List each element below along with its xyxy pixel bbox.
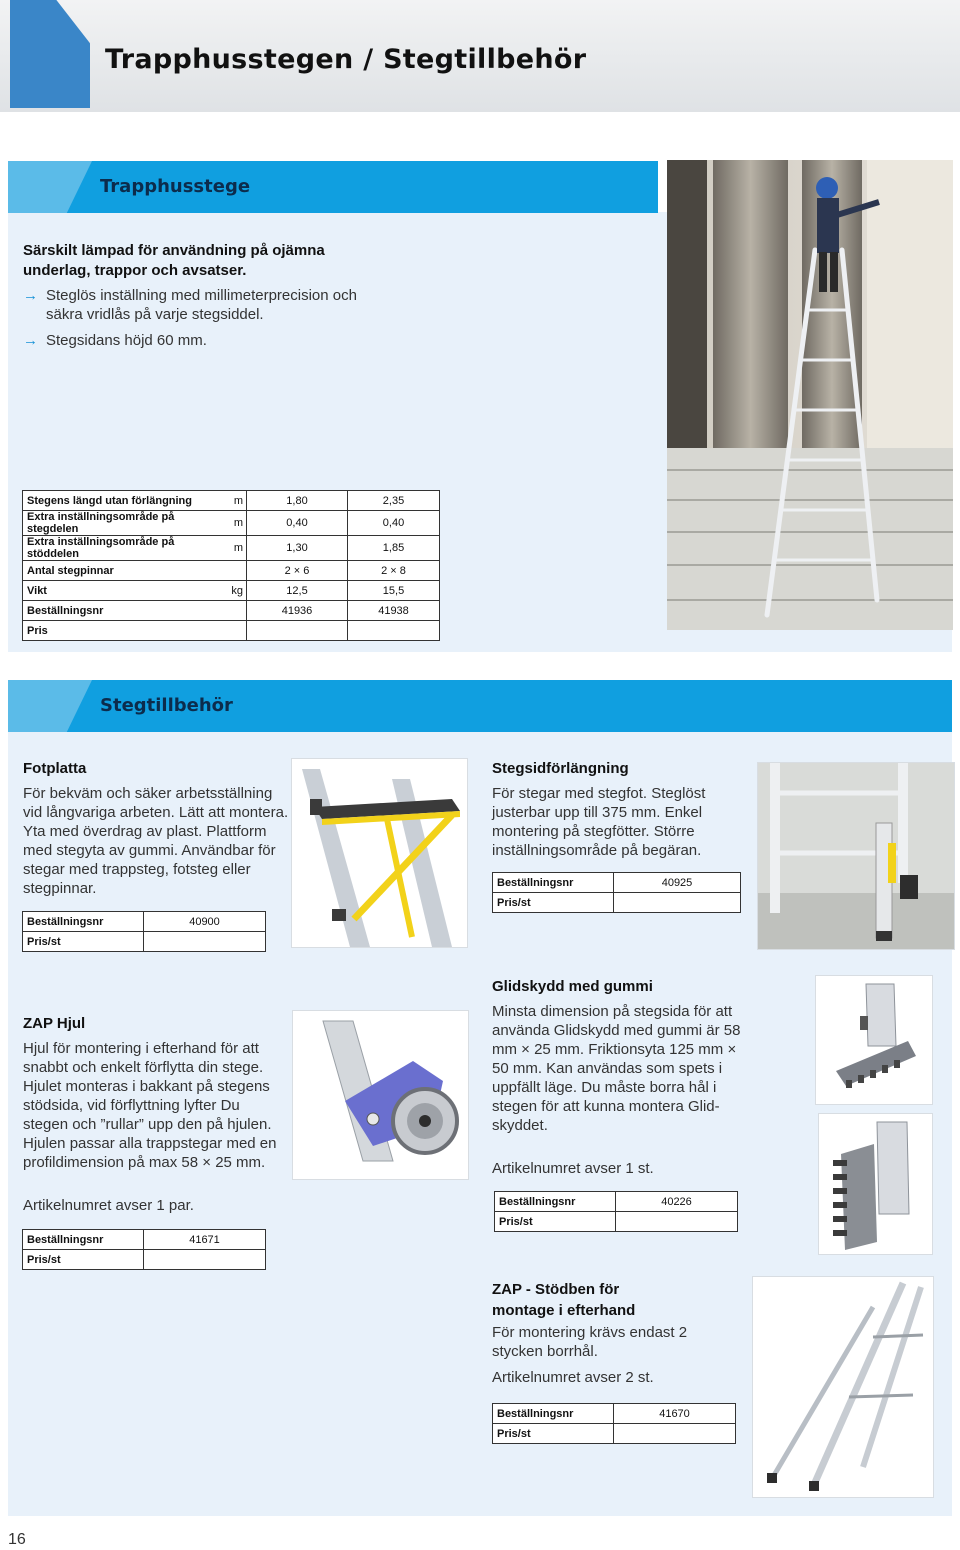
spec-label: Beställningsnr	[23, 601, 222, 621]
spec-unit	[221, 601, 247, 621]
spec-value: 1,80	[247, 491, 348, 511]
bullet-text: Stegsidans höjd 60 mm.	[46, 332, 207, 349]
spec-unit	[221, 621, 247, 641]
arrow-right-icon: →	[23, 287, 38, 304]
section-lead-text: Särskilt lämpad för användning på ojämna underlag, trappor och avsatser.	[23, 242, 325, 279]
table-row	[495, 1212, 738, 1232]
spec-value	[348, 621, 440, 641]
spec-value: 1,30	[247, 536, 348, 561]
spec-label: Extra inställningsområde på stöddelen	[23, 536, 222, 561]
spec-label: Extra inställningsområde på stegdelen	[23, 511, 222, 536]
stegsid-image	[757, 762, 955, 950]
table-row	[23, 621, 440, 641]
glidskydd-illustration	[816, 976, 932, 1104]
section-title: Trapphusstege	[100, 176, 251, 197]
order-label: Beställningsnr	[23, 1230, 144, 1250]
spec-value: 2 × 8	[348, 561, 440, 581]
zapstod-image	[752, 1276, 934, 1498]
spec-label: Antal stegpinnar	[23, 561, 222, 581]
table-row	[23, 1250, 266, 1270]
price-value	[144, 932, 266, 952]
table-row	[23, 581, 440, 601]
table-row	[493, 873, 741, 893]
order-number: 40226	[616, 1192, 738, 1212]
section-title: Stegtillbehör	[100, 695, 233, 716]
table-row	[23, 932, 266, 952]
price-label: Pris/st	[23, 1250, 144, 1270]
spec-unit: m	[221, 536, 247, 561]
spec-table	[22, 490, 440, 641]
spec-value: 41938	[348, 601, 440, 621]
price-value	[614, 1424, 736, 1444]
spec-label: Stegens längd utan förlängning	[23, 491, 222, 511]
spec-value: 1,85	[348, 536, 440, 561]
table-row	[493, 1424, 736, 1444]
order-label: Beställningsnr	[495, 1192, 616, 1212]
spec-value: 2 × 6	[247, 561, 348, 581]
order-table-glidskydd	[494, 1191, 738, 1232]
spec-unit: m	[221, 491, 247, 511]
order-label: Beställningsnr	[493, 1404, 614, 1424]
product-title-zaphjul: ZAP Hjul	[23, 1015, 86, 1032]
product-title-glidskydd: Glidskydd med gummi	[492, 978, 653, 995]
order-number: 41671	[144, 1230, 266, 1250]
product-note-zapstod: Artikelnumret avser 2 st.	[492, 1369, 654, 1386]
product-note-zaphjul: Artikelnumret avser 1 par.	[23, 1197, 194, 1214]
price-label: Pris/st	[493, 1424, 614, 1444]
spec-value: 2,35	[348, 491, 440, 511]
product-desc-stegsid: För stegar med stegfot. Steglöst justerbar upp till 375 mm. Enkel montering på stegfötter. Större inställningsområde på begäran.	[492, 785, 706, 859]
price-value	[614, 893, 741, 913]
table-row	[23, 511, 440, 536]
product-title-stegsid: Stegsidförlängning	[492, 760, 629, 777]
glidskydd-image-1	[815, 975, 933, 1105]
ladder-photo	[667, 160, 953, 630]
spec-label: Vikt	[23, 581, 222, 601]
price-label: Pris/st	[23, 932, 144, 952]
bullet-text: Steglös inställning med millimeterprecision och säkra vridlås på varje stegsiddel.	[46, 287, 357, 323]
table-row	[493, 1404, 736, 1424]
table-row	[23, 1230, 266, 1250]
spec-value	[247, 621, 348, 641]
spec-label: Pris	[23, 621, 222, 641]
product-desc-glidskydd: Minsta dimension på stegsida för att använda Glidskydd med gummi är 58 mm × 25 mm. Friktionsyta 125 mm × 50 mm. Kan användas som spets i uppfällt läge. Du måste borra hål i stegen för att kunna montera Glidskyddet.	[492, 1003, 741, 1134]
spec-value: 12,5	[247, 581, 348, 601]
order-number: 40900	[144, 912, 266, 932]
zapstod-illustration	[753, 1277, 933, 1497]
spec-value: 15,5	[348, 581, 440, 601]
product-desc-fotplatta: För bekväm och säker arbetsställning vid långvariga arbeten. Lätt att montera. Yta med överdrag av plast. Plattform med stegyta av gummi. Användbar för stegar med trappsteg, fotsteg eller stegpinnar.	[23, 785, 289, 897]
table-row	[23, 601, 440, 621]
product-desc-zaphjul: Hjul för montering i efterhand för att snabbt och enkelt förflytta din stege. Hjulet monteras i bakkant på stegens stödsida, vid förflyttning lyfter Du stegen och ”rullar” upp den på hjulen. Hjulen passar alla trappstegar med en profildimension på max 58 × 25 mm.	[23, 1040, 277, 1171]
order-number: 40925	[614, 873, 741, 893]
spec-value: 0,40	[348, 511, 440, 536]
table-row	[23, 561, 440, 581]
bullet-item	[23, 286, 383, 324]
order-label: Beställningsnr	[493, 873, 614, 893]
fotplatta-image	[291, 758, 468, 948]
order-table-fotplatta	[22, 911, 266, 952]
glidskydd-image-2	[818, 1113, 933, 1255]
table-row	[23, 491, 440, 511]
order-label: Beställningsnr	[23, 912, 144, 932]
order-table-zaphjul	[22, 1229, 266, 1270]
spec-unit: m	[221, 511, 247, 536]
spec-unit: kg	[221, 581, 247, 601]
zaphjul-illustration	[293, 1011, 468, 1179]
fotplatta-illustration	[292, 759, 467, 947]
order-number: 41670	[614, 1404, 736, 1424]
product-title-fotplatta: Fotplatta	[23, 760, 87, 777]
order-table-zapstod	[492, 1403, 736, 1444]
spec-value: 41936	[247, 601, 348, 621]
table-row	[23, 912, 266, 932]
order-table-stegsid	[492, 872, 741, 913]
product-note-glidskydd: Artikelnumret avser 1 st.	[492, 1160, 654, 1177]
product-title-line: ZAP - Stödben för	[492, 1281, 620, 1298]
spec-unit	[221, 561, 247, 581]
glidskydd-illustration	[819, 1114, 932, 1254]
price-label: Pris/st	[493, 893, 614, 913]
arrow-right-icon: →	[23, 332, 38, 349]
bullet-item	[23, 331, 383, 350]
product-title-zapstod	[492, 1279, 635, 1321]
page-title: Trapphusstegen / Stegtillbehör	[105, 44, 587, 75]
spec-value: 0,40	[247, 511, 348, 536]
page-number: 16	[8, 1531, 26, 1548]
table-row	[493, 893, 741, 913]
table-row	[23, 536, 440, 561]
price-value	[616, 1212, 738, 1232]
product-title-line: montage i efterhand	[492, 1302, 636, 1319]
stegsid-illustration	[758, 763, 954, 949]
ladder-photo-illustration	[667, 160, 953, 630]
zaphjul-image	[292, 1010, 469, 1180]
price-value	[144, 1250, 266, 1270]
product-desc-zapstod: För montering krävs endast 2 stycken borrhål.	[492, 1324, 688, 1360]
table-row	[495, 1192, 738, 1212]
price-label: Pris/st	[495, 1212, 616, 1232]
